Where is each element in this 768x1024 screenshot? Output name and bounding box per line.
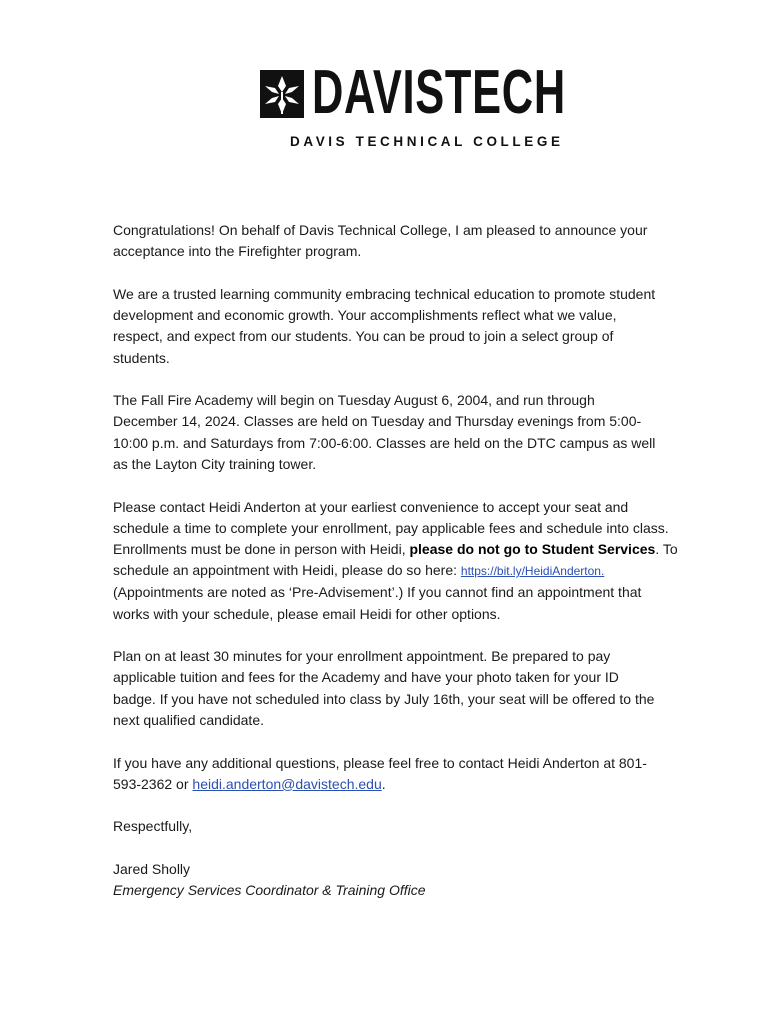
bold-warning: please do not go to Student Services (409, 540, 656, 557)
text-line: next qualified candidate. (113, 711, 264, 728)
text-line: 10:00 p.m. and Saturdays from 7:00-6:00. Classes are held on the DTC campus as well (113, 434, 656, 451)
text-line (113, 560, 733, 582)
paragraph-contact-heidi (113, 497, 733, 625)
paragraph-community (113, 284, 733, 369)
email-link[interactable]: heidi.anderton@davistech.edu (192, 775, 382, 792)
text-segment: 593-2362 or (113, 775, 193, 792)
signature (113, 859, 733, 901)
text-line: development and economic growth. Your accomplishments reflect what we value, (113, 307, 617, 324)
text-line: as the Layton City training tower. (113, 455, 317, 472)
text-line: badge. If you have not scheduled into class by July 16th, your seat will be offered to the (113, 690, 655, 707)
text-line: The Fall Fire Academy will begin on Tuesday August 6, 2004, and run through (113, 392, 595, 409)
text-line: students. (113, 349, 170, 366)
text-line: applicable tuition and fees for the Academy and have your photo taken for your ID (113, 669, 619, 686)
appointment-link[interactable]: https://bit.ly/HeidiAnderton. (460, 564, 605, 579)
text-line (113, 774, 733, 795)
text-line: (Appointments are noted as ‘Pre-Advisement’.) If you cannot find an appointment that (113, 584, 642, 601)
text-line: works with your schedule, please email Heidi for other options. (113, 605, 501, 622)
logo-subtitle: DAVIS TECHNICAL COLLEGE (290, 134, 564, 149)
signer-title: Emergency Services Coordinator & Training Office (113, 882, 426, 899)
text-segment: . (381, 775, 386, 792)
text-line: Please contact Heidi Anderton at your earliest convenience to accept your seat and (113, 498, 629, 515)
text-line: December 14, 2024. Classes are held on Tuesday and Thursday evenings from 5:00- (113, 413, 642, 430)
text-segment: . To (655, 540, 678, 557)
logo-wordmark: DAVISTECH (312, 58, 566, 127)
text-line: If you have any additional questions, please feel free to contact Heidi Anderton at 801- (113, 754, 647, 771)
text-line: schedule a time to complete your enrollment, pay applicable fees and schedule into class. (113, 519, 669, 536)
closing (113, 816, 733, 837)
signer-name: Jared Sholly (113, 861, 191, 878)
paragraph-enrollment (113, 646, 733, 731)
text-line: acceptance into the Firefighter program. (113, 243, 362, 260)
paragraph-schedule (113, 390, 733, 475)
snowflake-logo-icon (260, 70, 304, 118)
text-line (113, 539, 733, 560)
text-segment: Enrollments must be done in person with Heidi, (113, 540, 410, 557)
paragraph-congratulations (113, 220, 733, 262)
paragraph-questions (113, 753, 733, 795)
text-line: respect, and expect from our students. You can be proud to join a select group of (113, 328, 614, 345)
text-line: Plan on at least 30 minutes for your enrollment appointment. Be prepared to pay (113, 648, 611, 665)
closing-text: Respectfully, (113, 818, 193, 835)
letter-body (113, 220, 733, 923)
text-line: We are a trusted learning community embracing technical education to promote student (113, 285, 656, 302)
text-line: Congratulations! On behalf of Davis Technical College, I am pleased to announce your (113, 222, 648, 238)
text-segment: schedule an appointment with Heidi, please do so here: (113, 562, 461, 579)
